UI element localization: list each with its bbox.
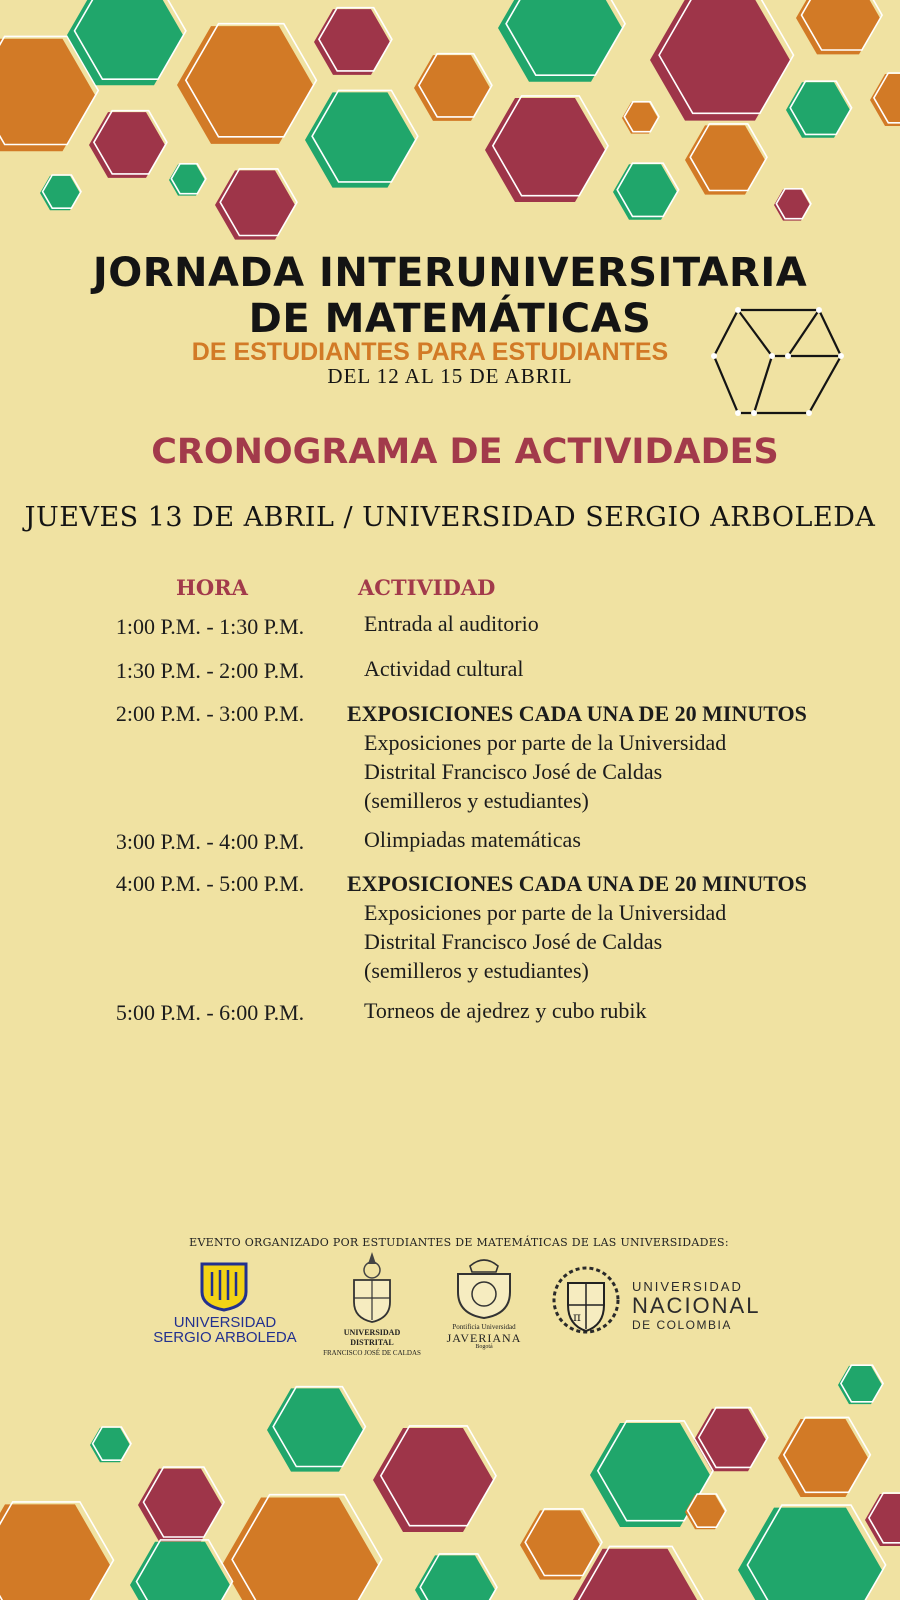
row-activity: Entrada al auditorio	[364, 611, 539, 636]
hexagon-shape	[650, 0, 790, 121]
hexagon-shape	[685, 125, 765, 194]
row-activity-title: EXPOSICIONES CADA UNA DE 20 MINUTOS	[347, 701, 807, 726]
javeriana-crest-icon	[450, 1252, 518, 1320]
distrital-line2: FRANCISCO JOSÉ DE CALDAS	[323, 1349, 421, 1357]
hexagon-shape	[138, 1469, 222, 1542]
event-title-line1: JORNADA INTERUNIVERSITARIA	[92, 250, 808, 296]
event-subtitle: DE ESTUDIANTES PARA ESTUDIANTES	[191, 338, 669, 366]
event-title-line2: DE MATEMÁTICAS	[248, 296, 652, 342]
row-time: 4:00 P.M. - 5:00 P.M.	[115, 871, 305, 896]
nacional-line2: NACIONAL	[632, 1293, 761, 1318]
hexagon-shape	[373, 1428, 493, 1532]
distrital-crest-icon	[349, 1250, 395, 1324]
schedule-heading: CRONOGRAMA DE ACTIVIDADES	[151, 432, 779, 472]
hexagon-shape	[267, 1388, 363, 1471]
nacional-crest-icon	[550, 1255, 622, 1345]
row-time: 1:00 P.M. - 1:30 P.M.	[115, 614, 305, 639]
hexagon-shape	[177, 26, 313, 144]
logo-universidad-distrital	[322, 1250, 422, 1357]
row-activity-line: Exposiciones por parte de la Universidad	[364, 730, 727, 755]
row-activity-line: Distrital Francisco José de Caldas	[364, 929, 663, 954]
day-location: JUEVES 13 DE ABRIL / UNIVERSIDAD SERGIO ARBOLEDA	[24, 502, 876, 533]
bottom-hexagon-decoration	[0, 1350, 900, 1600]
row-activity: Olimpiadas matemáticas	[364, 827, 581, 852]
hexagon-shape	[414, 55, 490, 121]
hexagon-shape	[314, 9, 390, 75]
row-time: 3:00 P.M. - 4:00 P.M.	[115, 829, 305, 854]
hexagon-shape	[215, 170, 295, 239]
javeriana-line1: Pontificia Universidad	[452, 1323, 516, 1331]
nacional-line3: DE COLOMBIA	[632, 1318, 732, 1332]
sergio-line2: SERGIO ARBOLEDA	[153, 1329, 297, 1346]
javeriana-line3: Bogotá	[475, 1344, 493, 1350]
row-time: 5:00 P.M. - 6:00 P.M.	[115, 1000, 305, 1025]
column-header-time: HORA	[176, 575, 248, 600]
nacional-line1: UNIVERSIDAD	[632, 1279, 743, 1294]
row-activity-line: Distrital Francisco José de Caldas	[364, 759, 663, 784]
logo-javeriana	[444, 1252, 524, 1352]
logo-sergio-arboleda	[145, 1262, 305, 1352]
row-activity-line: (semilleros y estudiantes)	[364, 958, 589, 983]
hexagon-shape	[786, 82, 850, 137]
hexagon-shape	[520, 1510, 600, 1579]
hexagon-shape	[305, 92, 415, 187]
javeriana-line2: JAVERIANA	[446, 1331, 522, 1345]
hexagon-shape	[89, 112, 165, 178]
sergio-line1: UNIVERSIDAD	[173, 1314, 277, 1331]
svg-text:π: π	[573, 1310, 581, 1324]
cube-wireframe-icon	[706, 300, 846, 425]
top-hexagon-decoration	[0, 0, 900, 250]
organizers-caption: EVENTO ORGANIZADO POR ESTUDIANTES DE MATEMÁTICAS DE LAS UNIVERSIDADES:	[189, 1236, 729, 1249]
hexagon-shape	[485, 98, 605, 202]
row-activity: Actividad cultural	[364, 656, 524, 681]
event-dates: DEL 12 AL 15 DE ABRIL	[327, 364, 573, 388]
row-activity: Torneos de ajedrez y cubo rubik	[364, 998, 647, 1023]
column-header-activity: ACTIVIDAD	[358, 575, 496, 600]
sergio-arboleda-shield-icon	[200, 1262, 248, 1312]
row-time: 2:00 P.M. - 3:00 P.M.	[115, 701, 305, 726]
hexagon-shape	[613, 164, 677, 219]
row-activity-line: Exposiciones por parte de la Universidad	[364, 900, 727, 925]
distrital-line1: UNIVERSIDAD DISTRITAL	[343, 1328, 401, 1347]
hexagon-shape	[0, 1504, 110, 1600]
logo-universidad-nacional	[550, 1255, 770, 1345]
hexagon-shape	[694, 1409, 766, 1471]
row-activity-line: (semilleros y estudiantes)	[364, 788, 589, 813]
row-activity-title: EXPOSICIONES CADA UNA DE 20 MINUTOS	[347, 871, 807, 896]
hexagon-shape	[778, 1419, 868, 1497]
row-time: 1:30 P.M. - 2:00 P.M.	[115, 658, 305, 683]
